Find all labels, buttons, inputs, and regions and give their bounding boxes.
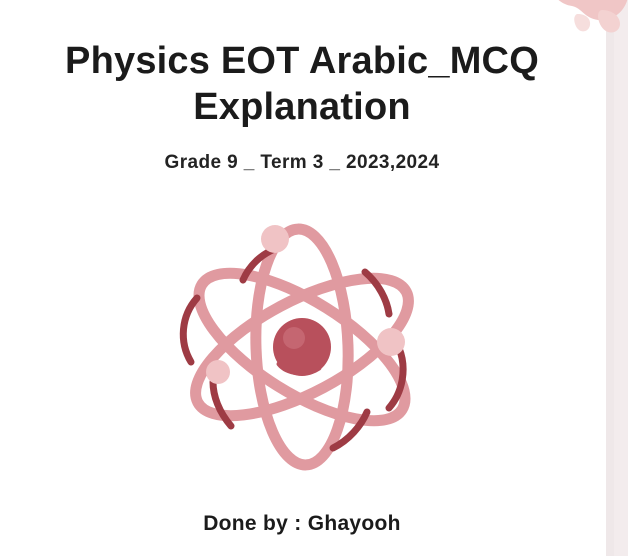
page-title: Physics EOT Arabic_MCQ Explanation [65, 40, 539, 129]
atom-electron [377, 328, 405, 356]
illustration-container [0, 212, 604, 487]
page-subtitle: Grade 9 _ Term 3 _ 2023,2024 [164, 152, 440, 173]
page-edge-strip [606, 0, 628, 556]
author-credit: Done by : Ghayooh [203, 512, 401, 535]
atom-electron [261, 225, 289, 253]
atom-icon [157, 212, 447, 487]
atom-electron [206, 360, 230, 384]
page-edge-strip-inner [614, 0, 628, 556]
